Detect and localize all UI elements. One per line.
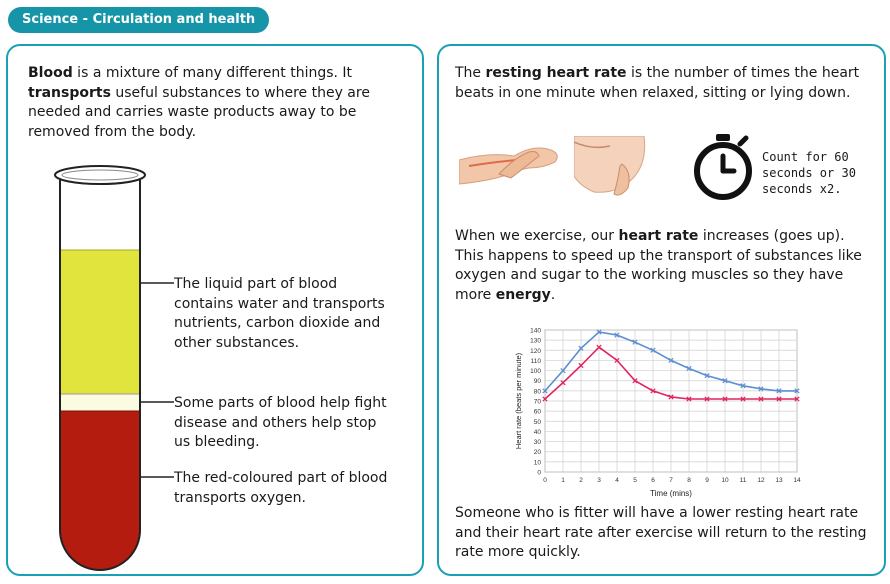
fitness-text: Someone who is fitter will have a lower resting heart rate and their heart rate after exercise will return to the resting rate more quickly.	[455, 505, 867, 560]
tube-rim	[55, 166, 145, 184]
x-tick-label: 1	[561, 477, 565, 484]
blood-panel	[6, 44, 424, 576]
x-tick-label: 9	[705, 477, 709, 484]
blood-intro: Blood is a mixture of many different things. It transports useful substances to where they are needed and carries waste products away to be removed from the body.	[28, 65, 370, 140]
exercise-text: When we exercise, our heart rate increases (goes up). This happens to speed up the transport of substances like oxygen and sugar to the working muscles so they have more energy.	[455, 228, 862, 303]
y-tick-label: 20	[533, 449, 541, 457]
y-tick-label: 110	[530, 357, 541, 365]
y-tick-label: 140	[530, 327, 541, 335]
x-tick-label: 6	[651, 477, 655, 484]
y-tick-label: 80	[533, 388, 541, 396]
x-tick-label: 2	[579, 477, 583, 484]
y-tick-label: 30	[533, 439, 541, 447]
y-axis-label: Heart rate (beats per minute)	[514, 352, 523, 450]
y-tick-label: 70	[533, 398, 541, 406]
red-cells-label: The red-coloured part of blood transports oxygen.	[174, 470, 388, 506]
y-tick-label: 90	[533, 378, 541, 386]
heart-rate-chart	[509, 320, 809, 500]
white-cells-label: Some parts of blood help fight disease and others help stop us bleeding.	[174, 395, 387, 450]
x-tick-label: 7	[669, 477, 673, 484]
y-tick-label: 10	[533, 459, 541, 467]
x-axis-label: Time (mins)	[650, 489, 692, 498]
x-tick-label: 13	[775, 477, 783, 484]
y-tick-label: 120	[530, 347, 541, 355]
y-tick-label: 40	[533, 428, 541, 436]
x-tick-label: 14	[793, 477, 801, 484]
red-cells-layer	[60, 411, 140, 570]
x-tick-label: 8	[687, 477, 691, 484]
white-cells-layer	[60, 394, 140, 411]
neck-pulse-illustration	[574, 136, 654, 202]
y-tick-label: 60	[533, 408, 541, 416]
plasma-layer	[60, 250, 140, 394]
plasma-label: The liquid part of blood contains water and transports nutrients, carbon dioxide and other substances.	[174, 276, 385, 351]
x-tick-label: 4	[615, 477, 619, 484]
resting-rate-text: The resting heart rate is the number of times the heart beats in one minute when relaxed, sitting or lying down.	[455, 65, 860, 101]
stopwatch-icon	[691, 132, 755, 202]
wrist-pulse-illustration	[459, 138, 563, 198]
y-tick-label: 0	[537, 469, 541, 477]
x-tick-label: 5	[633, 477, 637, 484]
y-tick-label: 100	[530, 368, 541, 376]
y-tick-label: 130	[530, 337, 541, 345]
y-tick-label: 50	[533, 418, 541, 426]
x-tick-label: 10	[721, 477, 729, 484]
topic-title: Science - Circulation and health	[8, 7, 269, 33]
x-tick-label: 3	[597, 477, 601, 484]
x-tick-label: 12	[757, 477, 765, 484]
x-tick-label: 0	[543, 477, 547, 484]
heart-rate-panel	[437, 44, 886, 576]
count-instruction: Count for 60 seconds or 30 seconds x2.	[762, 150, 856, 196]
x-tick-label: 11	[739, 477, 747, 484]
